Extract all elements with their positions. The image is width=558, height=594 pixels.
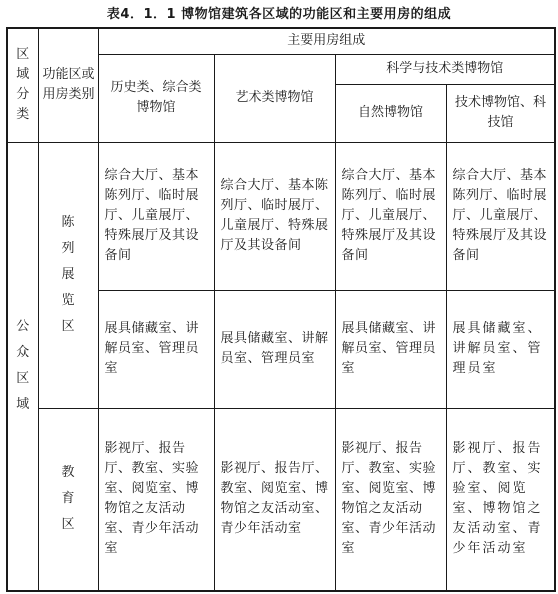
header-function-area-category-text: 功能区或用房类别 xyxy=(42,67,95,103)
cell-storage-art-text: 展具储藏室、讲解员室、管理员室 xyxy=(220,331,329,366)
museum-rooms-table xyxy=(6,27,556,592)
cell-education-natural xyxy=(335,408,446,591)
cell-exhibition-history xyxy=(98,142,214,290)
cell-exhibition-natural xyxy=(335,142,446,290)
header-tech-museum xyxy=(446,84,555,142)
header-region-category xyxy=(7,28,38,142)
function-area-exhibition-text: 陈列展览区 xyxy=(61,215,75,334)
cell-education-tech-text: 影视厅、报告厅、教室、实验室、阅览室、博物馆之友活动室、青少年活动室 xyxy=(452,441,543,557)
cell-education-art xyxy=(214,408,335,591)
cell-exhibition-tech xyxy=(446,142,555,290)
cell-storage-art xyxy=(214,290,335,408)
cell-education-art-text: 影视厅、报告厅、教室、阅览室、博物馆之友活动室、青少年活动室 xyxy=(220,461,329,537)
table-title: 表4．1．1 博物馆建筑各区域的功能区和主要用房的组成 xyxy=(106,7,452,22)
header-history-museum-text: 历史类、综合类博物馆 xyxy=(110,80,202,115)
cell-storage-natural-text: 展具储藏室、讲解员室、管理员室 xyxy=(341,321,437,376)
table-row xyxy=(7,142,555,290)
cell-storage-tech-text: 展具储藏室、讲解员室、管理员室 xyxy=(452,321,543,376)
header-natural-museum: 自然博物馆 xyxy=(335,84,446,142)
cell-exhibition-tech-text: 综合大厅、基本陈列厅、临时展厅、儿童展厅、特殊展厅及其设备间 xyxy=(452,168,548,263)
header-region-category-text: 区域分类 xyxy=(16,47,30,123)
region-cell xyxy=(7,142,38,591)
cell-storage-natural xyxy=(335,290,446,408)
header-tech-museum-text: 技术博物馆、科技馆 xyxy=(454,95,546,130)
cell-exhibition-history-text: 综合大厅、基本陈列厅、临时展厅、儿童展厅、特殊展厅及其设备间 xyxy=(104,168,200,263)
header-main-rooms: 主要用房组成 xyxy=(98,28,555,54)
cell-storage-history xyxy=(98,290,214,408)
cell-exhibition-art-text: 综合大厅、基本陈列厅、临时展厅、儿童展厅、特殊展厅及其设备间 xyxy=(220,178,329,253)
cell-storage-history-text: 展具储藏室、讲解员室、管理员室 xyxy=(104,321,200,376)
cell-exhibition-natural-text: 综合大厅、基本陈列厅、临时展厅、儿童展厅、特殊展厅及其设备间 xyxy=(341,168,437,263)
region-text: 公众区域 xyxy=(16,319,30,413)
cell-education-tech xyxy=(446,408,555,591)
cell-education-history xyxy=(98,408,214,591)
header-history-museum xyxy=(98,54,214,142)
function-area-exhibition xyxy=(38,142,98,408)
cell-storage-tech xyxy=(446,290,555,408)
header-art-museum: 艺术类博物馆 xyxy=(214,54,335,142)
header-science-tech-museum: 科学与技术类博物馆 xyxy=(335,54,555,84)
cell-education-history-text: 影视厅、报告厅、教室、实验室、阅览室、博物馆之友活动室、青少年活动室 xyxy=(104,441,200,557)
function-area-education-text: 教育区 xyxy=(61,465,75,533)
header-function-area-category xyxy=(38,28,98,142)
table-row xyxy=(7,408,555,591)
function-area-education xyxy=(38,408,98,591)
cell-exhibition-art xyxy=(214,142,335,290)
cell-education-natural-text: 影视厅、报告厅、教室、实验室、阅览室、博物馆之友活动室、青少年活动室 xyxy=(341,441,437,557)
